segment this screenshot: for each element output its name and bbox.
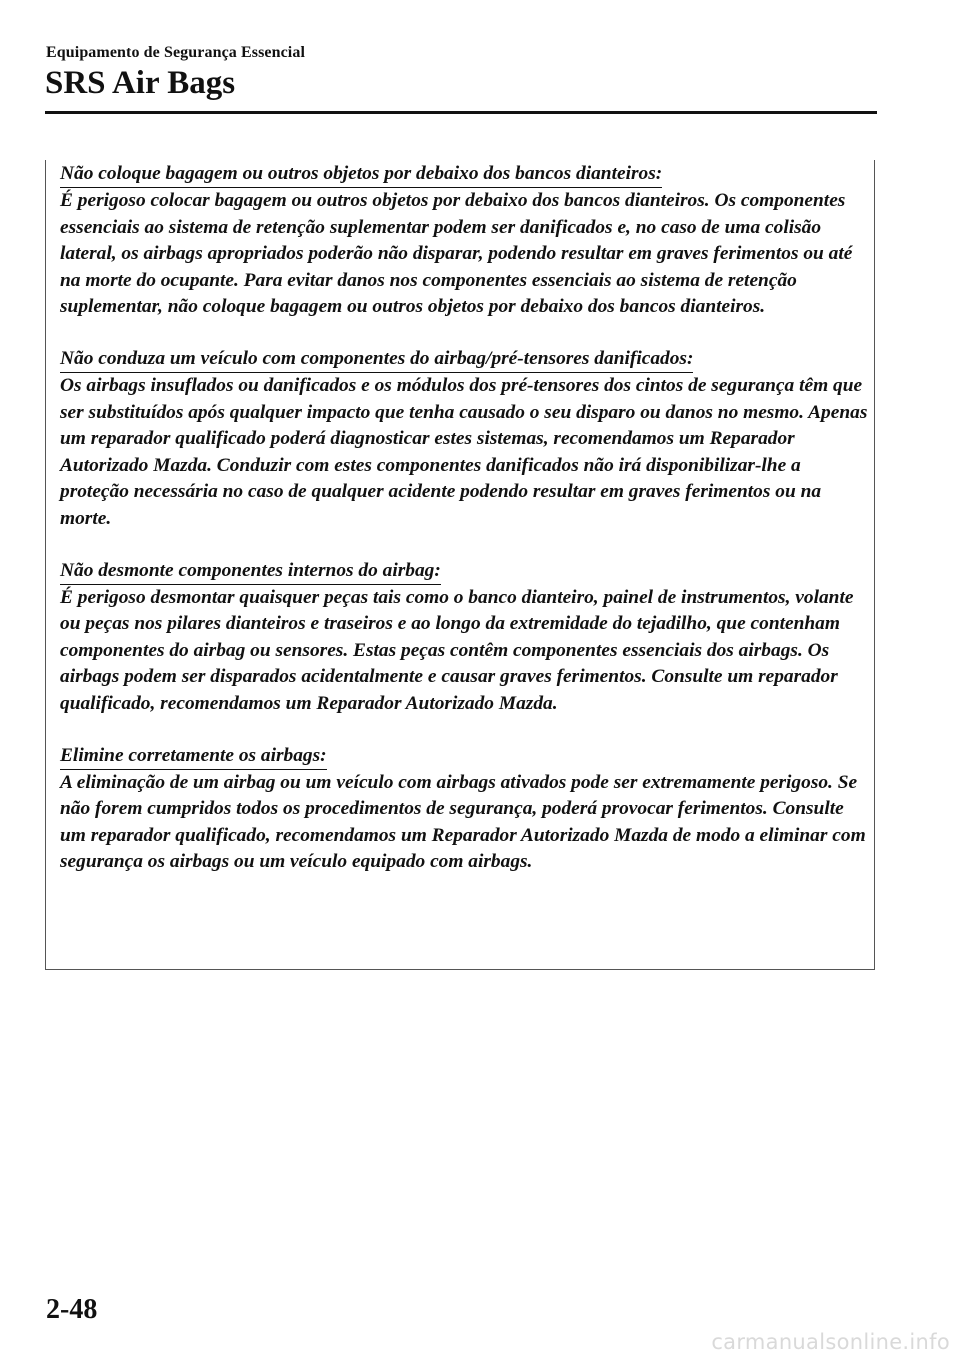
warning-body: É perigoso desmontar quaisquer peças tais como o banco dianteiro, painel de instrumentos, volante ou peças nos pilares dianteiros e traseiros e ao longo da extremidade do tejadilho, que contenham componentes do airbag ou sensores. Estas peças contêm componentes essenciais dos airbags. Os airbags podem ser disparados acidentalmente e causar graves ferimentos. Consulte um reparador qualificado, recomendamos um Reparador Autorizado Mazda. (60, 586, 854, 714)
warning-heading: Não desmonte componentes internos do airbag: (60, 559, 441, 585)
watermark: carmanualsonline.info (711, 1330, 950, 1354)
warning-item (60, 160, 864, 321)
warning-item (60, 744, 864, 876)
warning-item (60, 559, 864, 718)
warning-body: Os airbags insuflados ou danificados e os módulos dos pré-tensores dos cintos de segurança têm que ser substituídos após qualquer impacto que tenha causado o seu disparo ou danos no mesmo. Apenas um reparador qualificado poderá diagnosticar estes sistemas, recomendamos um Reparador Autorizado Mazda. Conduzir com estes componentes danificados não irá disponibilizar-lhe a proteção necessária no caso de qualquer acidente podendo resultar em graves ferimentos ou na morte. (60, 374, 868, 529)
warning-heading: Elimine corretamente os airbags: (60, 744, 327, 770)
warning-item (60, 347, 868, 533)
warning-box (45, 160, 875, 970)
section-label: Equipamento de Segurança Essencial (46, 44, 305, 61)
warning-heading: Não coloque bagagem ou outros objetos por debaixo dos bancos dianteiros: (60, 162, 662, 188)
warning-body: A eliminação de um airbag ou um veículo com airbags ativados pode ser extremamente perigoso. Se não forem cumpridos todos os procedimentos de segurança, poderá provocar ferimentos. Consulte um reparador qualificado, recomendamos um Reparador Autorizado Mazda de modo a eliminar com segurança os airbags ou um veículo equipado com airbags. (60, 771, 866, 873)
title-rule (45, 111, 877, 114)
warning-body: É perigoso colocar bagagem ou outros objetos por debaixo dos bancos dianteiros. Os componentes essenciais ao sistema de retenção suplementar podem ser danificados e, no caso de uma colisão lateral, os airbags apropriados poderão não disparar, podendo resultar em graves ferimentos ou até na morte do ocupante. Para evitar danos nos componentes essenciais ao sistema de retenção suplementar, não coloque bagagem ou outros objetos por debaixo dos bancos dianteiros. (60, 190, 853, 318)
page-title: SRS Air Bags (45, 65, 236, 101)
page-number: 2-48 (46, 1294, 98, 1325)
warning-heading: Não conduza um veículo com componentes do airbag/pré-tensores danificados: (60, 347, 693, 373)
